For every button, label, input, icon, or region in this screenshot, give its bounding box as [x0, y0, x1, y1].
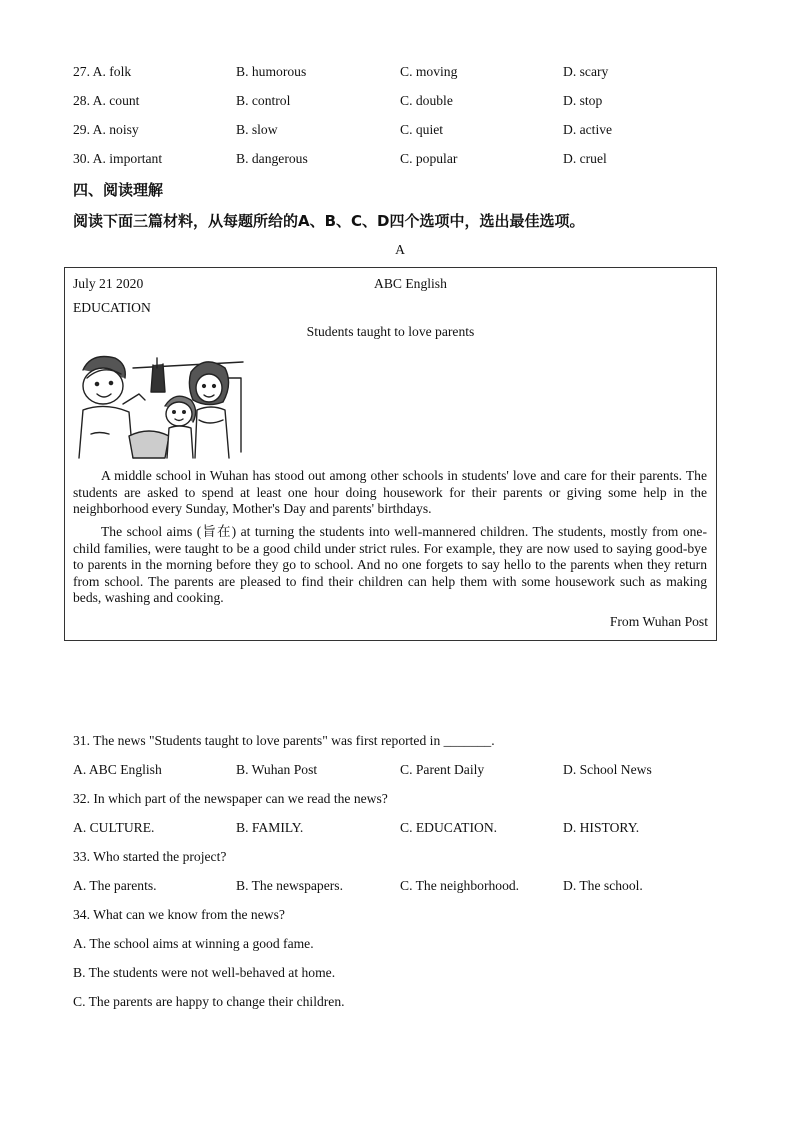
vocab-row-27 [73, 64, 733, 82]
vocab-option: C. moving [400, 64, 458, 79]
answer-option: B. The students were not well-behaved at home. [73, 965, 336, 980]
vocab-row-28 [73, 93, 733, 111]
answer-option: D. School News [563, 762, 652, 777]
vocab-option: C. popular [400, 151, 458, 166]
answer-option: C. Parent Daily [400, 762, 485, 777]
article-date: July 21 2020 [73, 276, 144, 291]
vocab-option: 28. A. count [73, 93, 140, 108]
article-box [64, 267, 717, 641]
article-source: From Wuhan Post [609, 614, 708, 629]
passage-label: A [395, 242, 405, 257]
family-illustration [73, 348, 247, 460]
answer-option: C. The parents are happy to change their children. [73, 994, 345, 1009]
vocab-row-29 [73, 122, 733, 140]
article-paper: ABC English [374, 276, 447, 291]
paragraph-text: A middle school in Wuhan has stood out among other schools in students' love and care for their parents. The students are asked to spend at least one hour doing housework for their parents or giving some help in the neighborhood every Sunday, Mother's Day and parents' birthdays. [73, 468, 707, 516]
answer-option: B. The newspapers. [236, 878, 343, 893]
answer-option: A. ABC English [73, 762, 162, 777]
article-section: EDUCATION [73, 300, 151, 315]
question-32-options [73, 820, 733, 838]
question-31-options [73, 762, 733, 780]
question-31-stem: 31. The news "Students taught to love parents" was first reported in _______. [73, 733, 495, 748]
answer-option: A. CULTURE. [73, 820, 155, 835]
vocab-option: C. quiet [400, 122, 444, 137]
article-paragraph-2 [73, 524, 707, 607]
answer-option: A. The school aims at winning a good fame. [73, 936, 314, 951]
vocab-option: B. control [236, 93, 291, 108]
vocab-option: D. cruel [563, 151, 607, 166]
answer-option: C. EDUCATION. [400, 820, 498, 835]
vocab-option: D. scary [563, 64, 609, 79]
vocab-row-30 [73, 151, 733, 169]
vocab-option: 27. A. folk [73, 64, 132, 79]
answer-option: C. The neighborhood. [400, 878, 520, 893]
answer-option: A. The parents. [73, 878, 157, 893]
vocab-option: C. double [400, 93, 453, 108]
vocab-option: 30. A. important [73, 151, 163, 166]
answer-option: D. HISTORY. [563, 820, 640, 835]
question-33-stem: 33. Who started the project? [73, 849, 227, 864]
vocab-option: B. humorous [236, 64, 307, 79]
answer-option: B. Wuhan Post [236, 762, 318, 777]
question-34-stem: 34. What can we know from the news? [73, 907, 285, 922]
paragraph-text: The school aims (旨在) at turning the students into well-mannered children. The students, mostly from one-child families, were taught to be a good child under strict rules. For example, they are now used to saying good-bye to parents in the morning before they go to school. And no one forgets to say hello to the parents when they return from school. The parents are pleased to find their children can help them with some housework such as making beds, washing and cooking. [73, 524, 707, 605]
article-headline: Students taught to love parents [306, 324, 475, 339]
answer-option: D. The school. [563, 878, 643, 893]
question-33-options [73, 878, 733, 896]
answer-option: B. FAMILY. [236, 820, 304, 835]
vocab-option: B. slow [236, 122, 278, 137]
instructions: 阅读下面三篇材料，从每题所给的A、B、C、D四个选项中，选出最佳选项。 [73, 212, 585, 230]
vocab-option: D. active [563, 122, 613, 137]
vocab-option: B. dangerous [236, 151, 308, 166]
section-title: 四、阅读理解 [73, 181, 164, 199]
article-paragraph-1 [73, 468, 707, 518]
vocab-option: 29. A. noisy [73, 122, 139, 137]
vocab-option: D. stop [563, 93, 603, 108]
question-32-stem: 32. In which part of the newspaper can we read the news? [73, 791, 388, 806]
